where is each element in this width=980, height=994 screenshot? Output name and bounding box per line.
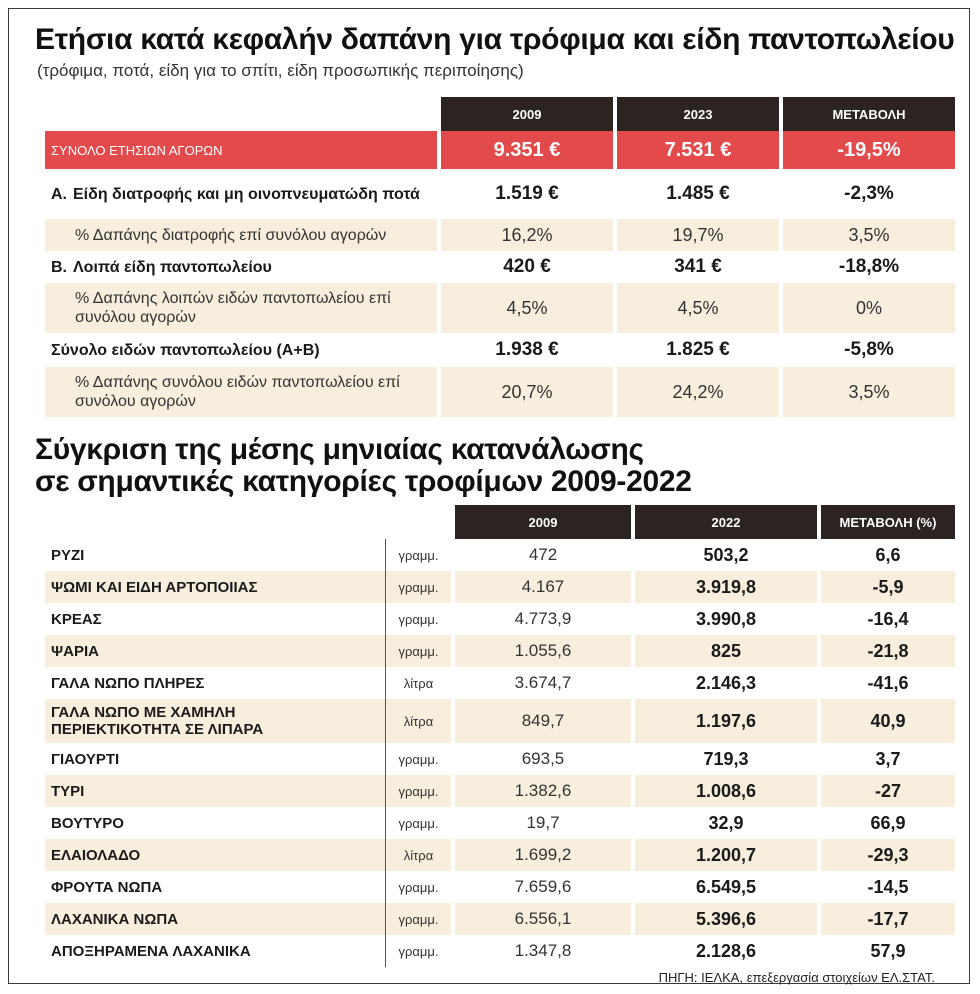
value-2022: 5.396,6 <box>631 903 817 935</box>
value-2009: 1.055,6 <box>451 635 631 667</box>
table-row <box>45 571 955 603</box>
change-percent: -41,6 <box>817 667 955 699</box>
monthly-consumption-table <box>45 505 955 967</box>
row-label <box>45 367 437 417</box>
value-2009: 472 <box>451 539 631 571</box>
value-2022: 32,9 <box>631 807 817 839</box>
unit-cell: λίτρα <box>385 839 451 871</box>
unit-cell: γραμμ. <box>385 743 451 775</box>
table-row <box>45 935 955 967</box>
table-cell: 0% <box>779 283 955 333</box>
value-2022: 2.128,6 <box>631 935 817 967</box>
header-blank <box>385 505 451 539</box>
table-row <box>45 333 955 367</box>
table-row <box>45 699 955 743</box>
table-row <box>45 871 955 903</box>
row-label-text: Λοιπά είδη παντοπωλείου <box>73 258 272 276</box>
unit-cell: γραμμ. <box>385 635 451 667</box>
value-2022: 2.146,3 <box>631 667 817 699</box>
table-row <box>45 251 955 283</box>
category-name: ΦΡΟΥΤΑ ΝΩΠΑ <box>51 878 163 896</box>
category-name: ΓΙΑΟΥΡΤΙ <box>51 750 120 768</box>
subtitle-annual-spending: (τρόφιμα, ποτά, είδη για το σπίτι, είδη προσωπικής περιποίησης) <box>37 61 524 80</box>
value-2009: 1.382,6 <box>451 775 631 807</box>
value-2022: 1.008,6 <box>631 775 817 807</box>
row-label <box>45 169 437 219</box>
table-cell: 341 € <box>613 251 779 283</box>
table-row <box>45 903 955 935</box>
change-percent: -5,9 <box>817 571 955 603</box>
table-row <box>45 131 955 169</box>
change-percent: 66,9 <box>817 807 955 839</box>
row-label <box>45 333 437 367</box>
category-name: ΚΡΕΑΣ <box>51 610 102 628</box>
row-label-text: Σύνολο ειδών παντοπωλείου (Α+Β) <box>51 341 320 359</box>
column-header: ΜΕΤΑΒΟΛΗ <box>779 97 955 131</box>
change-percent: 57,9 <box>817 935 955 967</box>
table-row <box>45 283 955 333</box>
table-cell: 3,5% <box>779 367 955 417</box>
column-header: 2009 <box>437 97 613 131</box>
category-name: ΛΑΧΑΝΙΚΑ ΝΩΠΑ <box>45 903 385 935</box>
table-row <box>45 807 955 839</box>
column-header: 2023 <box>613 97 779 131</box>
consumption-table-body <box>45 539 955 967</box>
change-percent: -27 <box>817 775 955 807</box>
table-row <box>45 667 955 699</box>
column-header: 2009 <box>451 505 631 539</box>
value-2009: 1.347,8 <box>451 935 631 967</box>
row-label-text: ΣΥΝΟΛΟ ΕΤΗΣΙΩΝ ΑΓΟΡΩΝ <box>51 142 223 158</box>
value-2009: 693,5 <box>451 743 631 775</box>
row-label <box>45 283 437 333</box>
row-label-text: % Δαπάνης συνόλου ειδών παντοπωλείου επί συνόλου αγορών <box>75 374 400 410</box>
row-prefix: Α. <box>51 185 67 203</box>
category-name: ΒΟΥΤΥΡΟ <box>51 814 124 832</box>
title-monthly-consumption-line1: Σύγκριση της μέσης μηνιαίας κατανάλωσης <box>35 433 644 466</box>
change-percent: -14,5 <box>817 871 955 903</box>
value-2022: 1.197,6 <box>631 699 817 743</box>
unit-cell: γραμμ. <box>385 807 451 839</box>
annual-spending-table <box>45 97 955 417</box>
table-row <box>45 775 955 807</box>
unit-cell: λίτρα <box>385 699 451 743</box>
column-header: 2022 <box>631 505 817 539</box>
header-blank <box>45 505 385 539</box>
table-row <box>45 603 955 635</box>
row-label <box>45 131 437 169</box>
category-name: ΤΥΡΙ <box>45 775 385 807</box>
table-header-row <box>45 505 955 539</box>
row-label-text: Είδη διατροφής και μη οινοπνευματώδη ποτά <box>73 185 420 203</box>
table-row <box>45 367 955 417</box>
table-row <box>45 169 955 219</box>
header-blank <box>45 97 437 131</box>
table-cell: 19,7% <box>613 219 779 251</box>
value-2009: 19,7 <box>451 807 631 839</box>
value-2009: 1.699,2 <box>451 839 631 871</box>
table-cell: 4,5% <box>613 283 779 333</box>
infographic-frame <box>8 8 970 984</box>
category-name: ΨΑΡΙΑ <box>45 635 385 667</box>
table-cell: 20,7% <box>437 367 613 417</box>
table-row <box>45 839 955 871</box>
row-prefix: Β. <box>51 258 67 276</box>
category-name: ΡΥΖΙ <box>51 546 85 564</box>
row-label <box>45 219 437 251</box>
table-row <box>45 219 955 251</box>
change-percent: -29,3 <box>817 839 955 871</box>
table-row <box>45 539 955 571</box>
table-cell: -18,8% <box>779 251 955 283</box>
row-label-text: % Δαπάνης λοιπών ειδών παντοπωλείου επί συνόλου αγορών <box>75 290 391 326</box>
unit-cell: γραμμ. <box>385 871 451 903</box>
change-percent: 40,9 <box>817 699 955 743</box>
value-2022: 3.990,8 <box>631 603 817 635</box>
table-cell: 1.938 € <box>437 333 613 367</box>
unit-cell: λίτρα <box>385 667 451 699</box>
unit-cell: γραμμ. <box>385 603 451 635</box>
table-cell: 4,5% <box>437 283 613 333</box>
row-label <box>45 251 437 283</box>
category-name: ΓΑΛΑ ΝΩΠΟ ΜΕ ΧΑΜΗΛΗ ΠΕΡΙΕΚΤΙΚΟΤΗΤΑ ΣΕ ΛΙΠΑΡΑ <box>45 699 385 743</box>
category-name: ΕΛΑΙΟΛΑΔΟ <box>45 839 385 871</box>
value-2022: 503,2 <box>631 539 817 571</box>
category-name: ΨΩΜΙ ΚΑΙ ΕΙΔΗ ΑΡΤΟΠΟΙΙΑΣ <box>45 571 385 603</box>
value-2022: 3.919,8 <box>631 571 817 603</box>
table-cell: -2,3% <box>779 169 955 219</box>
value-2009: 3.674,7 <box>451 667 631 699</box>
row-label-text: % Δαπάνης διατροφής επί συνόλου αγορών <box>75 226 387 244</box>
table-cell: 420 € <box>437 251 613 283</box>
value-2022: 825 <box>631 635 817 667</box>
value-2022: 6.549,5 <box>631 871 817 903</box>
change-percent: -16,4 <box>817 603 955 635</box>
change-percent: 6,6 <box>817 539 955 571</box>
unit-cell: γραμμ. <box>385 571 451 603</box>
table-cell: 7.531 € <box>613 131 779 169</box>
table-cell: 1.825 € <box>613 333 779 367</box>
change-percent: 3,7 <box>817 743 955 775</box>
title-monthly-consumption-line2: σε σημαντικές κατηγορίες τροφίμων 2009-2022 <box>35 465 692 498</box>
value-2022: 719,3 <box>631 743 817 775</box>
change-percent: -21,8 <box>817 635 955 667</box>
column-header: ΜΕΤΑΒΟΛΗ (%) <box>817 505 955 539</box>
table-cell: -19,5% <box>779 131 955 169</box>
table-row <box>45 635 955 667</box>
value-2022: 1.200,7 <box>631 839 817 871</box>
value-2009: 6.556,1 <box>451 903 631 935</box>
title-annual-spending: Ετήσια κατά κεφαλήν δαπάνη για τρόφιμα και είδη παντοπωλείου <box>35 23 955 56</box>
category-name: ΓΑΛΑ ΝΩΠΟ ΠΛΗΡΕΣ <box>51 674 205 692</box>
table-cell: 16,2% <box>437 219 613 251</box>
unit-cell: γραμμ. <box>385 903 451 935</box>
source-note: ΠΗΓΗ: ΙΕΛΚΑ, επεξεργασία στοιχείων ΕΛ.ΣΤΑΤ. <box>658 970 935 985</box>
table-cell: 24,2% <box>613 367 779 417</box>
value-2009: 849,7 <box>451 699 631 743</box>
table-cell: 3,5% <box>779 219 955 251</box>
table-cell: -5,8% <box>779 333 955 367</box>
table-header-row <box>45 97 955 131</box>
table-cell: 1.485 € <box>613 169 779 219</box>
table-cell: 1.519 € <box>437 169 613 219</box>
value-2009: 4.773,9 <box>451 603 631 635</box>
category-name: ΑΠΟΞΗΡΑΜΕΝΑ ΛΑΧΑΝΙΚΑ <box>51 942 251 960</box>
table-row <box>45 743 955 775</box>
table-cell: 9.351 € <box>437 131 613 169</box>
unit-cell: γραμμ. <box>385 539 451 571</box>
unit-cell: γραμμ. <box>385 775 451 807</box>
value-2009: 4.167 <box>451 571 631 603</box>
change-percent: -17,7 <box>817 903 955 935</box>
value-2009: 7.659,6 <box>451 871 631 903</box>
unit-cell: γραμμ. <box>385 935 451 967</box>
